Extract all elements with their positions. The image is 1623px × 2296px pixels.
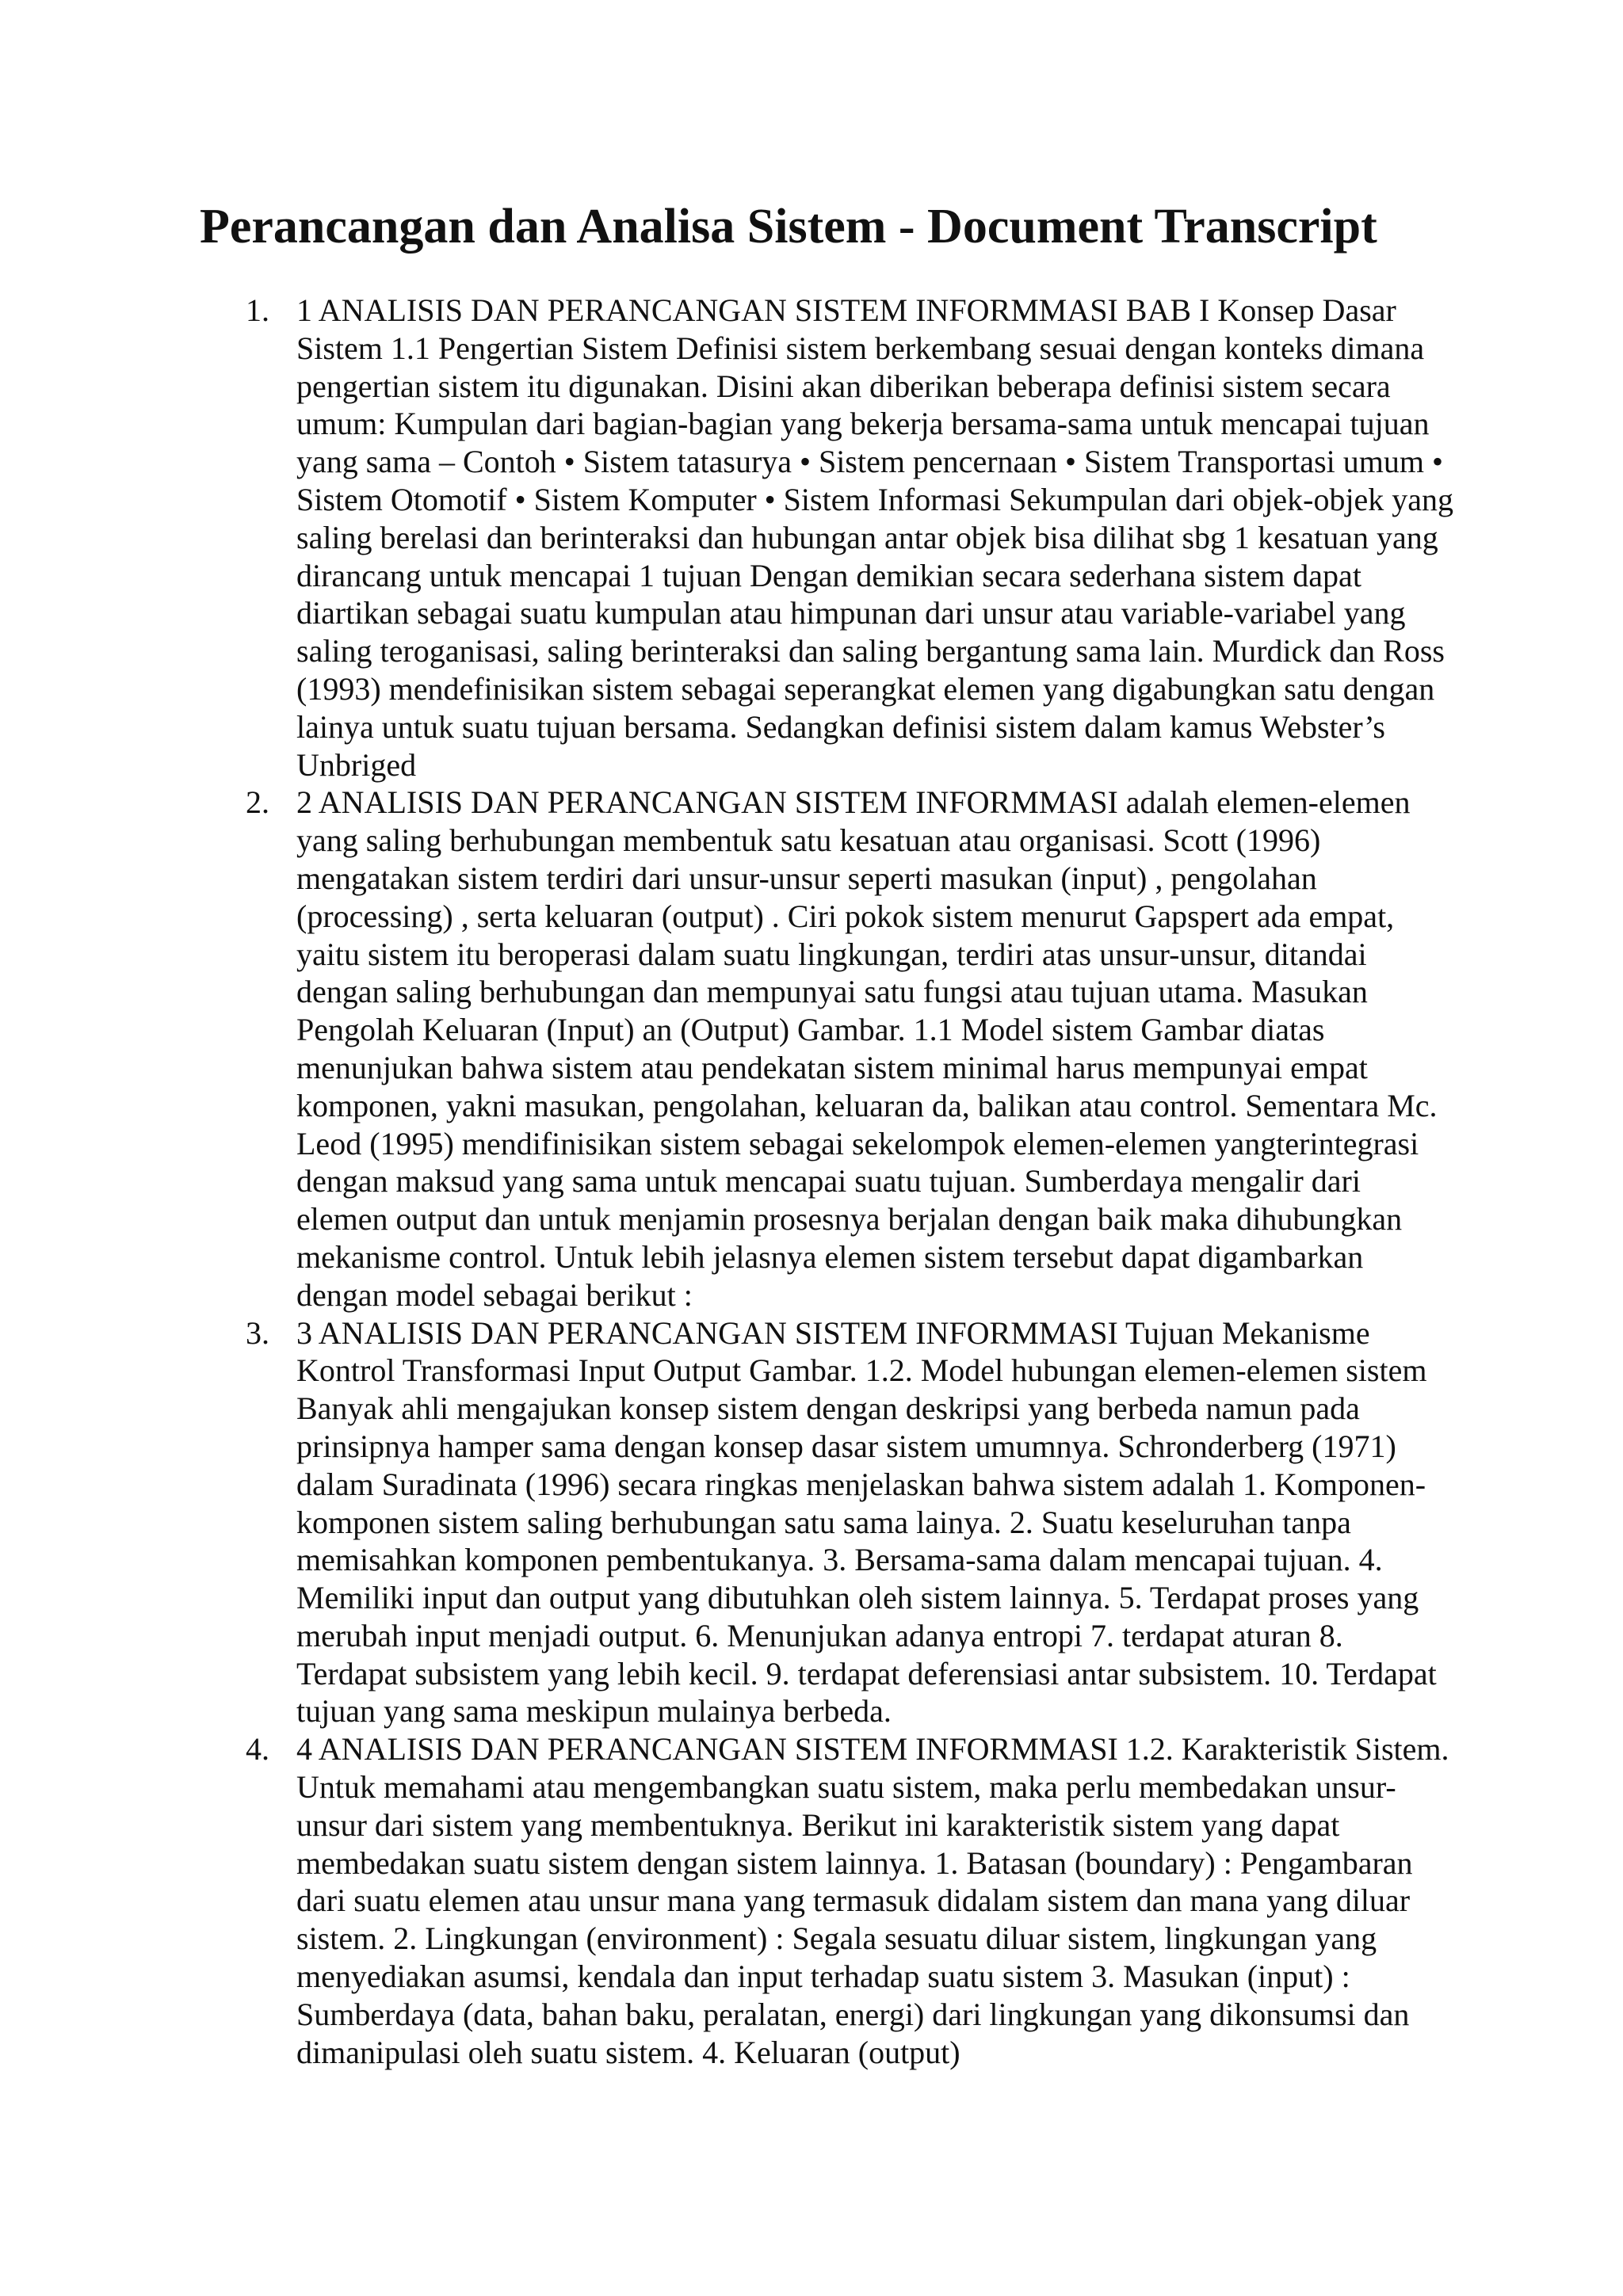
item-number: 1. — [246, 292, 269, 328]
item-text: 2 ANALISIS DAN PERANCANGAN SISTEM INFORMMASI adalah elemen-elemen yang saling berhubungan membentuk satu kesatuan atau organisasi. Scott (1996) mengatakan sistem terdiri dari unsur-unsur seperti masukan (input) , pengolahan (processing) , serta keluaran (output) . Ciri pokok sistem menurut Gapspert ada empat, yaitu sistem itu beroperasi dalam suatu lingkungan, terdiri atas unsur-unsur, ditandai dengan saling berhubungan dan mempunyai satu fungsi atau tujuan utama. Masukan Pengolah Keluaran (Input) an (Output) Gambar. 1.1 Model sistem Gambar diatas menunjukan bahwa sistem atau pendekatan sistem minimal harus mempunyai empat komponen, yakni masukan, pengolahan, keluaran da, balikan atau control. Sementara Mc. Leod (1995) mendifinisikan sistem sebagai sekelompok elemen-elemen yangterintegrasi dengan maksud yang sama untuk mencapai suatu tujuan. Sumberdaya mengalir dari elemen output dan untuk menjamin prosesnya berjalan dengan baik maka dihubungkan mekanisme control. Untuk lebih jelasnya elemen sistem tersebut dapat digambarkan dengan model sebagai berikut : — [296, 784, 1438, 1313]
item-text: 4 ANALISIS DAN PERANCANGAN SISTEM INFORMMASI 1.2. Karakteristik Sistem. Untuk memahami atau mengembangkan suatu sistem, maka perlu membedakan unsur-unsur dari sistem yang membentuknya. Berikut ini karakteristik sistem yang dapat membedakan suatu sistem dengan sistem lainnya. 1. Batasan (boundary) : Pengambaran dari suatu elemen atau unsur mana yang termasuk didalam sistem dan mana yang diluar sistem. 2. Lingkungan (environment) : Segala sesuatu diluar sistem, lingkungan yang menyediakan asumsi, kendala dan input terhadap suatu sistem 3. Masukan (input) : Sumberdaya (data, bahan baku, peralatan, energi) dari lingkungan yang dikonsumsi dan dimanipulasi oleh suatu sistem. 4. Keluaran (output) — [296, 1731, 1449, 2070]
document-title: Perancangan dan Analisa Sistem - Document Transcript — [200, 200, 1377, 254]
item-text: 1 ANALISIS DAN PERANCANGAN SISTEM INFORMMASI BAB I Konsep Dasar Sistem 1.1 Pengertian Sistem Definisi sistem berkembang sesuai dengan konteks dimana pengertian sistem itu digunakan. Disini akan diberikan beberapa definisi sistem secara umum: Kumpulan dari bagian-bagian yang bekerja bersama-sama untuk mencapai tujuan yang sama – Contoh • Sistem tatasurya • Sistem pencernaan • Sistem Transportasi umum • Sistem Otomotif • Sistem Komputer • Sistem Informasi Sekumpulan dari objek-objek yang saling berelasi dan berinteraksi dan hubungan antar objek bisa dilihat sbg 1 kesatuan yang dirancang untuk mencapai 1 tujuan Dengan demikian secara sederhana sistem dapat diartikan sebagai suatu kumpulan atau himpunan dari unsur atau variable-variabel yang saling teroganisasi, saling berinteraksi dan saling bergantung sama lain. Murdick dan Ross (1993) mendefinisikan sistem sebagai seperangkat elemen yang digabungkan satu dengan lainya untuk suatu tujuan bersama. Sedangkan definisi sistem dalam kamus Webster’s Unbriged — [296, 292, 1454, 783]
transcript-list — [0, 292, 1623, 2071]
item-text: 3 ANALISIS DAN PERANCANGAN SISTEM INFORMMASI Tujuan Mekanisme Kontrol Transformasi Input Output Gambar. 1.2. Model hubungan elemen-elemen sistem Banyak ahli mengajukan konsep sistem dengan deskripsi yang berbeda namun pada prinsipnya hamper sama dengan konsep dasar sistem umumnya. Schronderberg (1971) dalam Suradinata (1996) secara ringkas menjelaskan bahwa sistem adalah 1. Komponen-komponen sistem saling berhubungan satu sama lainya. 2. Suatu keseluruhan tanpa memisahkan komponen pembentukanya. 3. Bersama-sama dalam mencapai tujuan. 4. Memiliki input dan output yang dibutuhkan oleh sistem lainnya. 5. Terdapat proses yang merubah input menjadi output. 6. Menunjukan adanya entropi 7. terdapat aturan 8. Terdapat subsistem yang lebih kecil. 9. terdapat deferensiasi antar subsistem. 10. Terdapat tujuan yang sama meskipun mulainya berbeda. — [296, 1314, 1437, 1730]
transcript-item-3 — [0, 1314, 1623, 1731]
item-number: 4. — [246, 1731, 269, 1768]
transcript-item-2 — [0, 784, 1623, 1314]
transcript-item-1 — [0, 292, 1623, 784]
item-number: 2. — [246, 784, 269, 821]
item-number: 3. — [246, 1314, 269, 1351]
transcript-item-4 — [0, 1730, 1623, 2071]
